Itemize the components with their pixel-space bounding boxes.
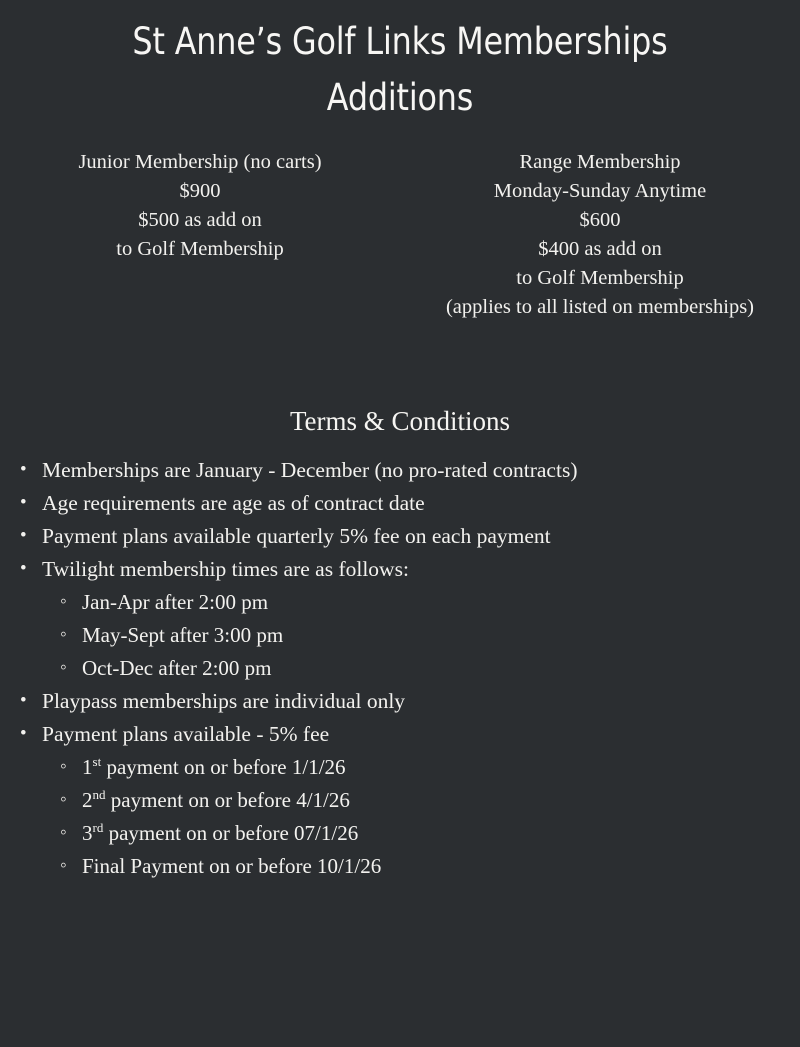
payment-ordinal-suffix: st: [92, 754, 102, 769]
page-title-line-1: St Anne’s Golf Links Memberships: [132, 20, 668, 63]
term-text: Age requirements are age as of contract date: [42, 491, 425, 515]
junior-membership-addon-price: $500 as add on: [138, 209, 262, 231]
membership-columns: [0, 148, 800, 322]
list-item: [42, 652, 800, 685]
page-title: [56, 0, 744, 126]
term-text: Payment plans available - 5% fee: [42, 722, 330, 746]
payment-ordinal-suffix: nd: [92, 787, 106, 802]
list-item: [0, 718, 800, 883]
term-text: Memberships are January - December (no pro-rated contracts): [42, 458, 578, 482]
term-text: Twilight membership times are as follows:: [42, 557, 409, 581]
list-item: [0, 553, 800, 685]
list-item: [42, 751, 800, 784]
list-item: [42, 850, 800, 883]
payment-schedule-sublist: [42, 751, 800, 883]
junior-membership-addon-note: to Golf Membership: [116, 238, 284, 260]
junior-membership-block: [6, 148, 400, 322]
junior-membership-price: $900: [179, 180, 221, 202]
term-text: Payment plans available quarterly 5% fee on each payment: [42, 524, 551, 548]
range-membership-applies-note: (applies to all listed on memberships): [445, 296, 754, 318]
payment-number: 2: [82, 788, 93, 812]
list-item: [42, 817, 800, 850]
list-item: [0, 685, 800, 718]
list-item: [42, 619, 800, 652]
payment-number: 3: [82, 821, 93, 845]
range-membership-price: $600: [579, 209, 621, 231]
range-membership-hours: Monday-Sunday Anytime: [493, 180, 707, 202]
payment-number: 1: [82, 755, 93, 779]
payment-due-text: Final Payment on or before 10/1/26: [82, 854, 382, 878]
twilight-time-text: Jan-Apr after 2:00 pm: [82, 590, 269, 614]
payment-ordinal-suffix: rd: [92, 820, 104, 835]
payment-due-text: payment on or before 07/1/26: [103, 821, 359, 845]
payment-due-text: payment on or before 1/1/26: [101, 755, 346, 779]
twilight-times-sublist: [42, 586, 800, 685]
range-membership-title: Range Membership: [519, 151, 681, 173]
list-item: [0, 487, 800, 520]
payment-due-text: payment on or before 4/1/26: [105, 788, 350, 812]
junior-membership-title: Junior Membership (no carts): [78, 151, 322, 173]
twilight-time-text: Oct-Dec after 2:00 pm: [82, 656, 272, 680]
list-item: [0, 520, 800, 553]
list-item: [42, 586, 800, 619]
range-membership-block: [400, 148, 794, 322]
term-text: Playpass memberships are individual only: [42, 689, 406, 713]
terms-list: [0, 454, 800, 883]
page-title-line-2: Additions: [326, 76, 474, 119]
twilight-time-text: May-Sept after 3:00 pm: [82, 623, 284, 647]
range-membership-addon-price: $400 as add on: [538, 238, 662, 260]
range-membership-addon-note: to Golf Membership: [516, 267, 684, 289]
list-item: [42, 784, 800, 817]
list-item: [0, 454, 800, 487]
terms-and-conditions-heading: Terms & Conditions: [289, 406, 511, 436]
